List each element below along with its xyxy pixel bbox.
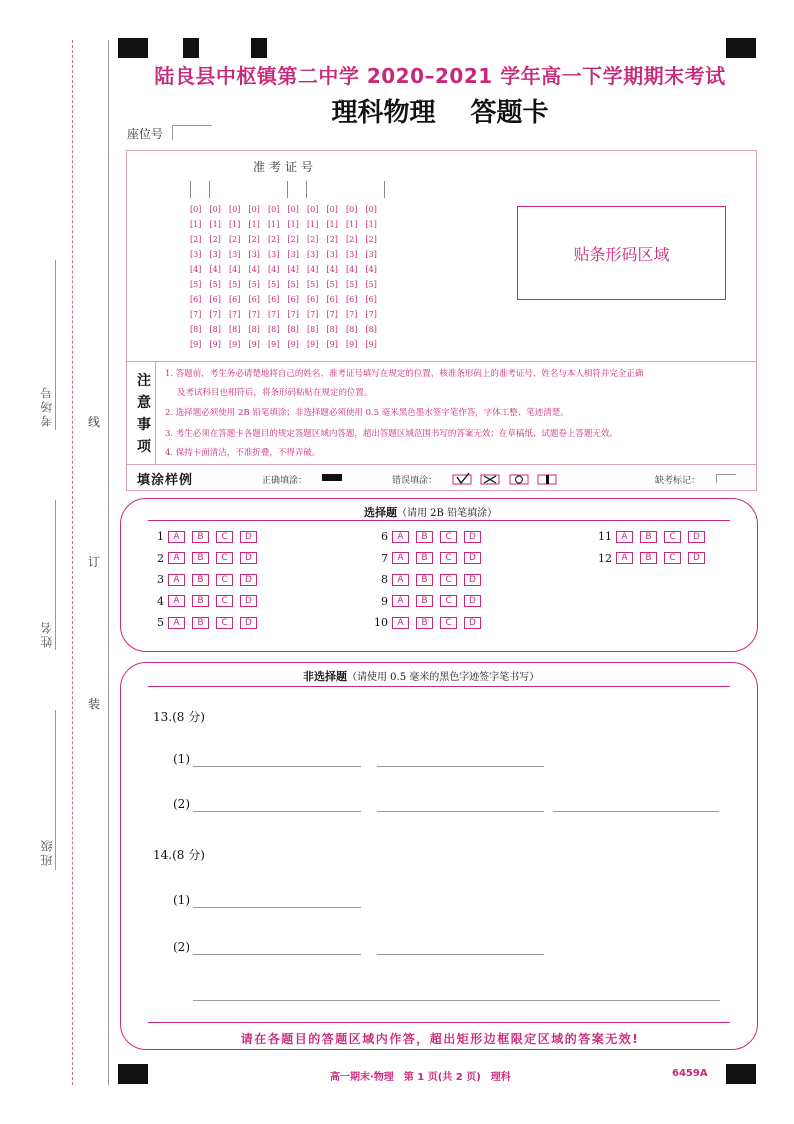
id-digit-bubble[interactable]: [0] — [346, 205, 358, 214]
option-bubble[interactable]: B — [416, 552, 433, 564]
choice-question — [596, 552, 712, 565]
wrong-fill-icons — [452, 472, 562, 486]
id-digit-bubble[interactable]: [4] — [365, 265, 377, 274]
id-digit-bubble[interactable]: [5] — [307, 280, 319, 289]
id-digit-bubble[interactable]: [4] — [346, 265, 358, 274]
note-item: 及考试科目也相符后，将条形码粘贴在规定的位置。 — [177, 388, 373, 398]
id-digit-bubble[interactable]: [8] — [326, 325, 338, 334]
option-bubble[interactable]: A — [616, 531, 633, 543]
id-digit-bubble[interactable]: [4] — [190, 265, 202, 274]
option-bubble[interactable]: B — [192, 552, 209, 564]
option-bubble[interactable]: D — [464, 617, 481, 629]
notes-column-divider — [155, 361, 156, 465]
absent-mark-label: 缺考标记： — [655, 476, 701, 486]
nonchoice-section — [120, 662, 758, 1050]
id-box-tick — [306, 181, 307, 198]
option-bubble[interactable]: B — [416, 574, 433, 586]
question-number: 3 — [157, 573, 164, 586]
registration-mark — [183, 38, 199, 58]
question-number: 5 — [157, 616, 164, 629]
option-bubble[interactable]: B — [192, 531, 209, 543]
choice-question — [596, 530, 712, 543]
question-13-label: 13.(8 分) — [153, 710, 205, 724]
q14-part1-label: (1) — [173, 893, 190, 907]
option-bubble[interactable]: C — [440, 531, 457, 543]
note-item: 3. 考生必须在答题卡各题目的规定答题区域内答题，超出答题区域范围书写的答案无效；在草稿纸、试题卷上答题无效。 — [165, 429, 618, 439]
id-digit-bubble[interactable]: [8] — [248, 325, 260, 334]
name-line — [55, 500, 56, 650]
option-bubble[interactable]: B — [416, 595, 433, 607]
option-bubble[interactable]: A — [392, 552, 409, 564]
binding-solid-line — [108, 40, 109, 1085]
question-number: 11 — [598, 530, 612, 543]
nonchoice-title-note: （请使用 0.5 毫米的黑色字迹签字笔书写） — [347, 672, 540, 683]
id-digit-bubble[interactable]: [5] — [346, 280, 358, 289]
question-number: 9 — [381, 594, 388, 608]
id-digit-bubble[interactable]: [7] — [190, 310, 202, 319]
option-bubble[interactable]: C — [216, 617, 233, 629]
seat-number-label: 座位号 — [127, 127, 164, 141]
id-digit-bubble[interactable]: [0] — [248, 205, 260, 214]
option-bubble[interactable]: B — [192, 617, 209, 629]
id-digit-bubble[interactable]: [2] — [229, 235, 241, 244]
option-bubble[interactable]: A — [392, 574, 409, 586]
option-bubble[interactable]: B — [192, 574, 209, 586]
barcode-area: 贴条形码区域 — [517, 206, 726, 300]
q13-part2-label: (2) — [173, 797, 190, 811]
fill-example-divider — [126, 464, 757, 465]
option-bubble[interactable]: D — [464, 531, 481, 543]
option-bubble[interactable]: C — [440, 574, 457, 586]
exam-room-line — [55, 260, 56, 430]
registration-mark — [726, 38, 756, 58]
choice-question — [372, 573, 488, 586]
id-digit-bubble[interactable]: [6] — [268, 295, 280, 304]
id-digit-bubble[interactable]: [0] — [365, 205, 377, 214]
option-bubble[interactable]: C — [216, 574, 233, 586]
bind-fold-char: 装 — [88, 697, 101, 711]
id-digit-bubble[interactable]: [4] — [229, 265, 241, 274]
id-digit-bubble[interactable]: [3] — [248, 250, 260, 259]
correct-fill-mark — [322, 474, 342, 481]
id-digit-bubble[interactable]: [5] — [248, 280, 260, 289]
id-digit-bubble[interactable]: [1] — [346, 220, 358, 229]
id-digit-bubble[interactable]: [2] — [287, 235, 299, 244]
absent-mark-box[interactable] — [716, 474, 736, 483]
question-number: 1 — [157, 530, 164, 543]
answer-line[interactable] — [193, 766, 361, 767]
id-digit-bubble[interactable]: [7] — [287, 310, 299, 319]
question-number: 6 — [381, 530, 388, 543]
option-bubble[interactable]: D — [464, 552, 481, 564]
option-bubble[interactable]: B — [416, 617, 433, 629]
id-box-tick — [190, 181, 191, 198]
id-digit-bubble[interactable]: [7] — [229, 310, 241, 319]
option-bubble[interactable]: A — [168, 595, 185, 607]
id-digit-bubble[interactable]: [4] — [307, 265, 319, 274]
id-digit-bubble[interactable]: [1] — [229, 220, 241, 229]
answer-card-title: 理科物理 答题卡 — [331, 98, 549, 128]
id-digit-bubble[interactable]: [8] — [346, 325, 358, 334]
id-digit-bubble[interactable]: [1] — [209, 220, 221, 229]
id-digit-bubble[interactable]: [7] — [307, 310, 319, 319]
note-item: 4. 保持卡面清洁，不准折叠，不得弄破。 — [165, 448, 321, 458]
notes-divider — [126, 361, 757, 362]
id-digit-bubble[interactable]: [7] — [365, 310, 377, 319]
answer-line[interactable] — [553, 811, 719, 812]
option-bubble[interactable]: A — [168, 531, 185, 543]
id-digit-bubble[interactable]: [1] — [365, 220, 377, 229]
id-digit-bubble[interactable]: [5] — [190, 280, 202, 289]
id-digit-bubble[interactable]: [8] — [287, 325, 299, 334]
id-digit-bubble[interactable]: [9] — [229, 340, 241, 349]
id-digit-bubble[interactable]: [4] — [248, 265, 260, 274]
id-digit-bubble[interactable]: [9] — [326, 340, 338, 349]
option-bubble[interactable]: C — [440, 617, 457, 629]
question-number: 2 — [157, 551, 164, 565]
option-bubble[interactable]: C — [440, 595, 457, 607]
id-digit-bubble[interactable]: [7] — [248, 310, 260, 319]
id-digit-bubble[interactable]: [9] — [268, 340, 280, 349]
id-digit-bubble[interactable]: [2] — [268, 235, 280, 244]
id-digit-bubble[interactable]: [8] — [229, 325, 241, 334]
option-bubble[interactable]: D — [688, 552, 705, 564]
nonchoice-title-text: 非选择题 — [303, 670, 347, 683]
id-digit-bubble[interactable]: [6] — [307, 295, 319, 304]
id-digit-bubble[interactable]: [0] — [190, 205, 202, 214]
answer-line[interactable] — [377, 766, 544, 767]
id-digit-bubble[interactable]: [4] — [326, 265, 338, 274]
id-digit-bubble[interactable]: [0] — [287, 205, 299, 214]
answer-line[interactable] — [377, 954, 544, 955]
id-digit-bubble[interactable]: [1] — [190, 220, 202, 229]
id-digit-bubble[interactable]: [3] — [346, 250, 358, 259]
id-digit-bubble[interactable]: [5] — [229, 280, 241, 289]
id-digit-bubble[interactable]: [7] — [209, 310, 221, 319]
choice-title-note: （请用 2B 铅笔填涂） — [397, 508, 498, 519]
exam-title: 陆良县中枢镇第二中学 2020–2021 学年高一下学期期末考试 — [154, 64, 726, 88]
class-label: 班级 — [40, 838, 54, 866]
id-digit-bubble[interactable]: [5] — [365, 280, 377, 289]
warning-divider — [148, 1022, 730, 1023]
option-bubble[interactable]: C — [440, 552, 457, 564]
id-digit-bubble[interactable]: [9] — [287, 340, 299, 349]
id-digit-bubble[interactable]: [6] — [209, 295, 221, 304]
note-item: 1. 答题前，考生务必请楚地将自己的姓名、准考证号填写在规定的位置，核准条形码上的准考证号、姓名与本人相符并完全正确 — [165, 369, 644, 379]
id-box-tick — [209, 181, 210, 198]
id-digit-bubble[interactable]: [3] — [229, 250, 241, 259]
question-number: 12 — [598, 551, 612, 565]
id-digit-bubble[interactable]: [6] — [190, 295, 202, 304]
id-digit-bubble[interactable]: [9] — [365, 340, 377, 349]
id-digit-bubble[interactable]: [2] — [365, 235, 377, 244]
id-digit-bubble[interactable]: [0] — [209, 205, 221, 214]
question-14-label: 14.(8 分) — [153, 848, 205, 862]
id-digit-bubble[interactable]: [1] — [287, 220, 299, 229]
id-digit-bubble[interactable]: [1] — [268, 220, 280, 229]
id-digit-bubble[interactable]: [0] — [229, 205, 241, 214]
id-digit-bubble[interactable]: [6] — [229, 295, 241, 304]
exam-id-bubble-grid[interactable] — [190, 205, 385, 355]
exam-id-label: 准考证号 — [253, 160, 318, 174]
question-number: 7 — [381, 551, 388, 565]
answer-line[interactable] — [193, 907, 361, 908]
warning-text: 请在各题目的答题区域内作答，超出矩形边框限定区域的答案无效! — [240, 1032, 640, 1046]
option-bubble[interactable]: A — [168, 574, 185, 586]
id-digit-bubble[interactable]: [3] — [209, 250, 221, 259]
id-digit-bubble[interactable]: [6] — [248, 295, 260, 304]
option-bubble[interactable]: D — [464, 595, 481, 607]
id-digit-bubble[interactable]: [8] — [268, 325, 280, 334]
id-digit-bubble[interactable]: [3] — [365, 250, 377, 259]
option-bubble[interactable]: A — [168, 552, 185, 564]
seat-number-box[interactable] — [172, 125, 212, 140]
id-digit-bubble[interactable]: [9] — [346, 340, 358, 349]
bind-staple-char: 订 — [88, 555, 101, 569]
id-digit-bubble[interactable]: [8] — [365, 325, 377, 334]
wrong-fill-label: 错误填涂： — [392, 476, 438, 486]
binding-dashed-line — [72, 40, 73, 1085]
registration-mark — [118, 1064, 148, 1084]
option-bubble[interactable]: B — [192, 595, 209, 607]
id-box-tick — [287, 181, 288, 198]
id-digit-bubble[interactable]: [6] — [365, 295, 377, 304]
id-digit-bubble[interactable]: [6] — [326, 295, 338, 304]
id-digit-bubble[interactable]: [0] — [326, 205, 338, 214]
q13-part1-label: (1) — [173, 752, 190, 766]
option-bubble[interactable]: C — [216, 552, 233, 564]
id-digit-bubble[interactable]: [2] — [307, 235, 319, 244]
option-bubble[interactable]: D — [240, 574, 257, 586]
name-label: 姓名 — [40, 620, 54, 648]
choice-section-title — [364, 504, 497, 520]
option-bubble[interactable]: D — [240, 617, 257, 629]
question-number: 8 — [381, 573, 388, 586]
answer-line[interactable] — [193, 1000, 720, 1001]
id-digit-bubble[interactable]: [4] — [268, 265, 280, 274]
id-digit-bubble[interactable]: [6] — [346, 295, 358, 304]
class-line — [55, 710, 56, 870]
option-bubble[interactable]: C — [216, 531, 233, 543]
id-digit-bubble[interactable]: [8] — [307, 325, 319, 334]
registration-mark — [118, 38, 148, 58]
answer-line[interactable] — [193, 811, 361, 812]
option-bubble[interactable]: A — [168, 617, 185, 629]
id-digit-bubble[interactable]: [4] — [209, 265, 221, 274]
option-bubble[interactable]: C — [216, 595, 233, 607]
choice-question — [148, 616, 264, 629]
id-digit-bubble[interactable]: [1] — [307, 220, 319, 229]
id-digit-bubble[interactable]: [2] — [248, 235, 260, 244]
choice-title-text: 选择题 — [364, 506, 397, 519]
choice-question — [372, 595, 488, 608]
fill-example-label: 填涂样例 — [137, 473, 194, 488]
id-digit-bubble[interactable]: [1] — [326, 220, 338, 229]
choice-title-divider — [148, 520, 730, 521]
id-digit-bubble[interactable]: [5] — [268, 280, 280, 289]
q14-part2-label: (2) — [173, 940, 190, 954]
question-number: 10 — [374, 616, 388, 629]
option-bubble[interactable]: A — [616, 552, 633, 564]
id-digit-bubble[interactable]: [5] — [209, 280, 221, 289]
exam-room-label: 考场号 — [40, 385, 54, 427]
option-bubble[interactable]: D — [240, 531, 257, 543]
option-bubble[interactable]: D — [240, 595, 257, 607]
id-digit-bubble[interactable]: [2] — [326, 235, 338, 244]
wrong-fill-marks — [452, 471, 562, 490]
id-digit-bubble[interactable]: [8] — [209, 325, 221, 334]
id-digit-bubble[interactable]: [2] — [190, 235, 202, 244]
option-bubble[interactable]: D — [240, 552, 257, 564]
id-digit-bubble[interactable]: [5] — [287, 280, 299, 289]
id-box-tick — [384, 181, 385, 198]
id-digit-bubble[interactable]: [8] — [190, 325, 202, 334]
id-digit-bubble[interactable]: [1] — [248, 220, 260, 229]
id-digit-bubble[interactable]: [3] — [190, 250, 202, 259]
choice-question — [148, 595, 264, 608]
registration-mark — [726, 1064, 756, 1084]
note-item: 2. 选择题必须使用 2B 铅笔填涂；非选择题必须使用 0.5 毫米黑色墨水签字笔作答，字体工整、笔迹清楚。 — [165, 408, 569, 418]
option-bubble[interactable]: A — [392, 595, 409, 607]
choice-question — [148, 552, 264, 565]
id-digit-bubble[interactable]: [0] — [307, 205, 319, 214]
id-digit-bubble[interactable]: [3] — [307, 250, 319, 259]
notes-heading: 注意事项 — [137, 373, 151, 455]
id-digit-bubble[interactable]: [9] — [248, 340, 260, 349]
id-digit-bubble[interactable]: [3] — [268, 250, 280, 259]
option-bubble[interactable]: B — [416, 531, 433, 543]
question-number: 4 — [157, 594, 164, 608]
id-digit-bubble[interactable]: [2] — [346, 235, 358, 244]
choice-question — [372, 616, 488, 629]
id-digit-bubble[interactable]: [9] — [190, 340, 202, 349]
choice-question — [148, 573, 264, 586]
nonchoice-section-title — [303, 668, 539, 684]
id-digit-bubble[interactable]: [0] — [268, 205, 280, 214]
choice-question — [148, 530, 264, 543]
id-digit-bubble[interactable]: [7] — [268, 310, 280, 319]
footer-page-info: 高一期末·物理 第 1 页(共 2 页) 理科 — [330, 1072, 511, 1083]
id-digit-bubble[interactable]: [5] — [326, 280, 338, 289]
id-digit-bubble[interactable]: [9] — [209, 340, 221, 349]
footer-code: 6459A — [672, 1068, 708, 1079]
option-bubble[interactable]: A — [392, 531, 409, 543]
option-bubble[interactable]: D — [464, 574, 481, 586]
id-digit-bubble[interactable]: [4] — [287, 265, 299, 274]
answer-line[interactable] — [193, 954, 361, 955]
id-digit-bubble[interactable]: [2] — [209, 235, 221, 244]
nonchoice-title-divider — [148, 686, 730, 687]
choice-question — [372, 530, 488, 543]
id-digit-bubble[interactable]: [3] — [326, 250, 338, 259]
id-digit-bubble[interactable]: [9] — [307, 340, 319, 349]
id-digit-bubble[interactable]: [7] — [326, 310, 338, 319]
bind-line-char: 线 — [88, 415, 101, 429]
id-digit-bubble[interactable]: [7] — [346, 310, 358, 319]
choice-question — [372, 552, 488, 565]
option-bubble[interactable]: B — [640, 552, 657, 564]
correct-fill-label: 正确填涂： — [262, 476, 308, 486]
option-bubble[interactable]: A — [392, 617, 409, 629]
option-bubble[interactable]: B — [640, 531, 657, 543]
registration-mark — [251, 38, 267, 58]
option-bubble[interactable]: D — [688, 531, 705, 543]
option-bubble[interactable]: C — [664, 531, 681, 543]
option-bubble[interactable]: C — [664, 552, 681, 564]
id-digit-bubble[interactable]: [3] — [287, 250, 299, 259]
answer-line[interactable] — [377, 811, 544, 812]
id-digit-bubble[interactable]: [6] — [287, 295, 299, 304]
